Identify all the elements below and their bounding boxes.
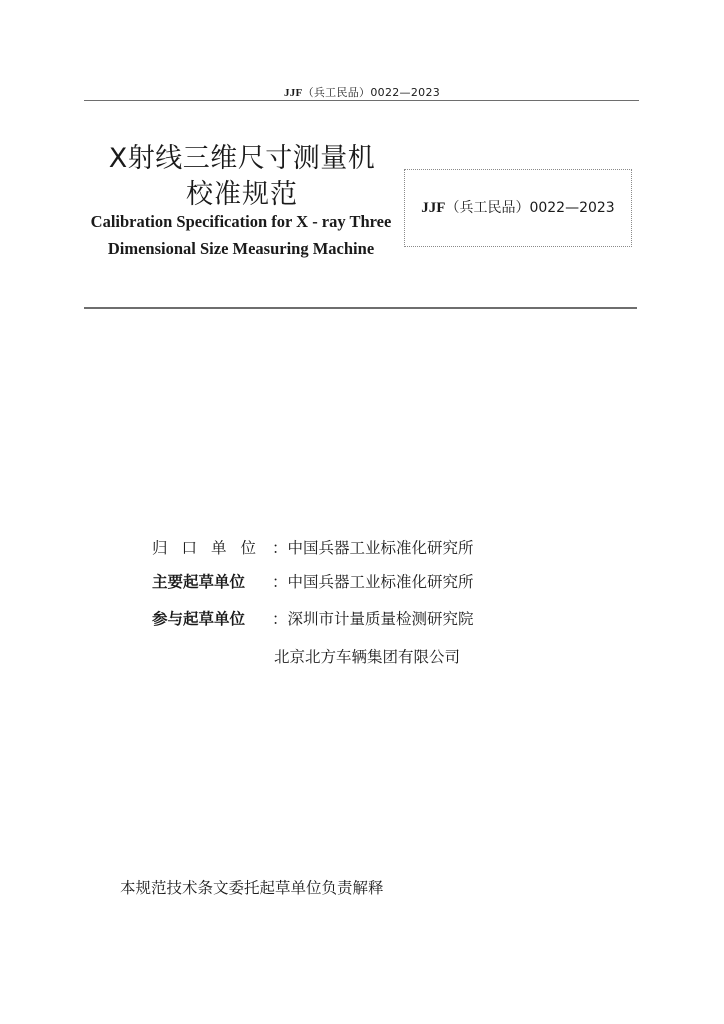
org-row-participants-cont [152,645,460,667]
standard-code-box [404,169,632,247]
top-divider [84,100,639,101]
org-value-main-drafter: 中国兵器工业标准化研究所 [287,573,474,591]
footer-note: 本规范技术条文委托起草单位负责解释 [120,879,384,897]
code-box-text [405,197,631,217]
label-char: 位 [240,539,257,557]
org-colon: ： [272,573,288,591]
title-english: Calibration Specification for X - ray Three Dimensional Size Measuring Machine [90,212,392,258]
org-row-participants [152,607,474,629]
org-value-participant-2: 北京北方车辆集团有限公司 [274,648,461,666]
org-value-participant-1: 深圳市计量质量检测研究院 [287,610,474,628]
org-row-main-drafter [152,570,474,592]
title-chinese-line1: X射线三维尺寸测量机 [108,143,376,174]
org-row-centralized [152,536,474,558]
header-code-prefix: JJF [283,87,303,99]
code-box-rest: （兵工民品）0022—2023 [445,200,615,216]
label-char: 口 [181,539,198,557]
org-colon: ： [272,610,288,628]
org-label-main-drafter: 主要起草单位 [152,573,246,591]
label-char: 单 [211,539,227,557]
label-char: 归 [152,539,168,557]
org-label-participants: 参与起草单位 [152,610,246,628]
header-standard-code [0,84,724,100]
middle-divider [84,307,637,309]
org-colon: ： [272,539,288,557]
org-label-centralized [152,536,272,558]
title-chinese-line2: 校准规范 [186,179,298,210]
code-box-prefix: JJF [421,200,446,216]
header-code-rest: （兵工民品）0022—2023 [302,86,441,99]
org-value-centralized: 中国兵器工业标准化研究所 [287,539,474,557]
